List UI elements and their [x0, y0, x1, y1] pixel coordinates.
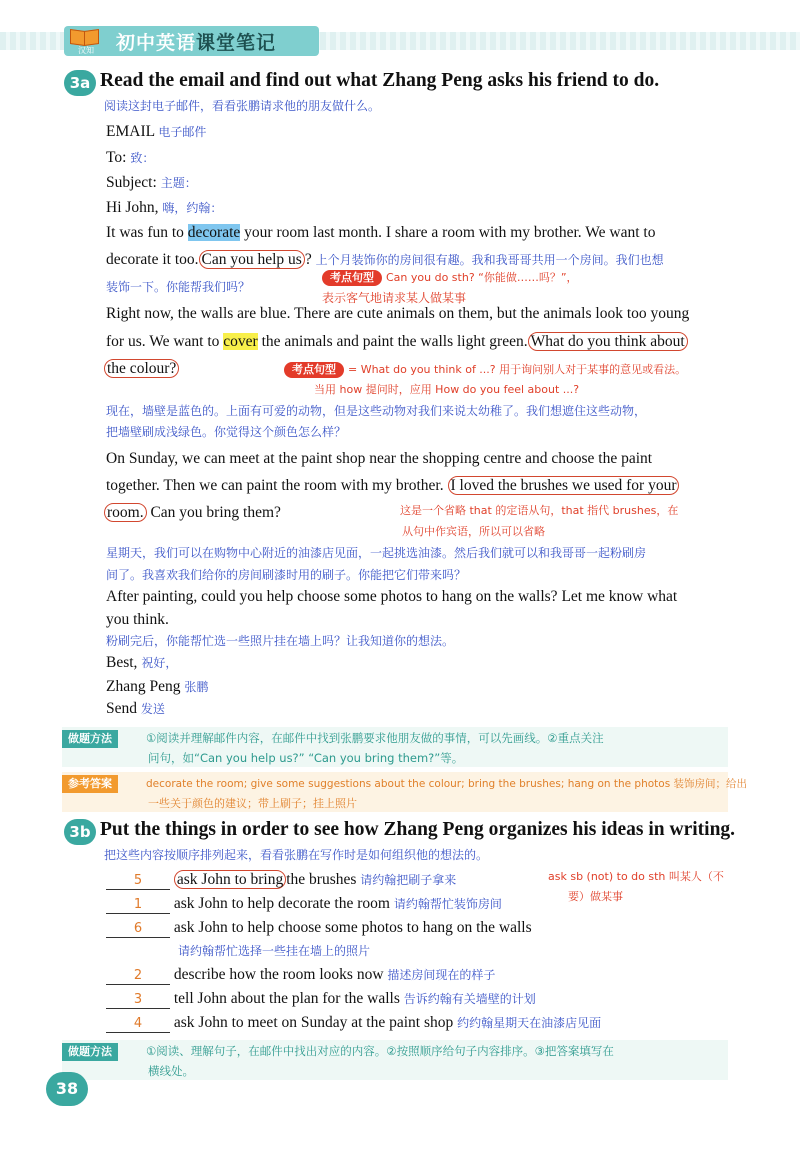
answer-3a-line2: 一些关于颜色的建议；带上刷子；挂上照片 — [148, 797, 357, 810]
section-3b-title-cn: 把这些内容按顺序排列起来，看看张鹏在写作时是如何组织他的想法的。 — [104, 848, 489, 862]
logo-text: 汉知 — [78, 46, 94, 55]
answer-blank[interactable]: 4 — [106, 1016, 170, 1033]
signature: Zhang Peng 张鹏 — [106, 678, 209, 695]
header-title: 初中英语课堂笔记 — [116, 32, 277, 54]
order-item-1: 5 ask John to bring the brushes 请约翰把刷子拿来 — [106, 871, 456, 890]
email-p2-cn2: 把墙壁刷成浅绿色。你觉得这个颜色怎么样？ — [106, 425, 347, 439]
page-header — [0, 26, 800, 56]
email-p3-line2: together. Then we can paint the room with my brother. I loved the brushes we used for your — [106, 477, 679, 495]
send-line: Send 发送 — [106, 700, 165, 717]
order-item-3-cn: 请约翰帮忙选择一些挂在墙上的照片 — [178, 944, 371, 958]
key-pattern-1: 考点句型 Can you do sth? “你能做……吗？”， — [322, 268, 578, 286]
answer-blank[interactable]: 6 — [106, 921, 170, 938]
email-p4-line1: After painting, could you help choose some photos to hang on the walls? Let me know what — [106, 588, 678, 605]
email-p3-line3: room. Can you bring them? — [104, 504, 281, 522]
method-3a-line1: ①阅读并理解邮件内容，在邮件中找到张鹏要求他朋友做的事情，可以先画线。②重点关注 — [146, 731, 604, 745]
grammar-note-3b-2: 要）做某事 — [568, 890, 623, 903]
answer-blank[interactable]: 3 — [106, 992, 170, 1009]
book-icon — [70, 30, 98, 44]
email-p1-line1: It was fun to decorate your room last month. I share a room with my brother. We want to — [106, 224, 656, 241]
email-p3-cn2: 间了。我喜欢我们给你的房间刷漆时用的刷子。你能把它们带来吗？ — [106, 568, 467, 582]
section-3a-title-cn: 阅读这封电子邮件，看看张鹏请求他的朋友做什么。 — [104, 99, 381, 113]
answer-3a-label: 参考答案 — [62, 774, 118, 793]
email-p4-line2: you think. — [106, 611, 169, 628]
method-3b-line1: ①阅读、理解句子，在邮件中找出对应的内容。②按照顺序给句子内容排序。③把答案填写在 — [146, 1044, 614, 1058]
email-p2-line1: Right now, the walls are blue. There are cute animals on them, but the animals look too young — [106, 305, 690, 322]
closing: Best, 祝好， — [106, 654, 178, 671]
subject-line: Subject: 主题： — [106, 174, 197, 191]
email-p3-line1: On Sunday, we can meet at the paint shop near the shopping centre and choose the paint — [106, 450, 653, 467]
key-pattern-2-note: 当用 how 提问时，应用 How do you feel about ...? — [314, 383, 580, 396]
order-item-4: 2 describe how the room looks now 描述房间现在的样子 — [106, 966, 495, 985]
method-3a-line2: 问句，如“Can you help us?” “Can you bring them?”等。 — [148, 751, 464, 765]
email-p3-cn1: 星期天，我们可以在购物中心附近的油漆店见面，一起挑选油漆。然后我们就可以和我哥哥一起粉刷房 — [106, 546, 647, 560]
method-3b-line2: 横线处。 — [148, 1064, 194, 1078]
order-item-2: 1 ask John to help decorate the room 请约翰帮忙装饰房间 — [106, 895, 502, 914]
order-item-3: 6 ask John to help choose some photos to hang on the walls — [106, 919, 532, 938]
email-p4-cn: 粉刷完后，你能帮忙选一些照片挂在墙上吗？让我知道你的想法。 — [106, 634, 455, 648]
to-line: To: 致： — [106, 149, 155, 166]
grammar-note-1: 这是一个省略 that 的定语从句，that 指代 brushes，在 — [400, 504, 679, 517]
page-number: 38 — [46, 1072, 88, 1106]
key-pattern-2: 考点句型 = What do you think of ...? 用于询问别人对于某事的意见或看法。 — [284, 360, 686, 378]
section-3b-title: Put the things in order to see how Zhang Peng organizes his ideas in writing. — [100, 819, 736, 840]
key-pattern-1-note: 表示客气地请求某人做某事 — [322, 291, 467, 305]
order-item-6: 4 ask John to meet on Sunday at the paint shop 约约翰星期天在油漆店见面 — [106, 1014, 601, 1033]
email-p2-cn1: 现在，墙壁是蓝色的。上面有可爱的动物，但是这些动物对我们来说太幼稚了。我们想遮住这些动物， — [106, 404, 647, 418]
email-label: EMAIL 电子邮件 — [106, 123, 207, 140]
answer-3a-line1: decorate the room; give some suggestions about the colour; bring the brushes; hang on the photos 装饰房间；给出 — [146, 778, 748, 790]
answer-blank[interactable]: 2 — [106, 968, 170, 985]
grammar-note-3b-1: ask sb (not) to do sth 叫某人（不 — [548, 870, 724, 883]
answer-blank[interactable]: 5 — [106, 873, 170, 890]
method-3a-label: 做题方法 — [62, 729, 118, 748]
email-p1-line2: decorate it too. Can you help us ? 上个月装饰你的房间很有趣。我和我哥哥共用一个房间。我们也想 — [106, 251, 664, 268]
section-3b-badge: 3b — [64, 819, 96, 845]
answer-blank[interactable]: 1 — [106, 897, 170, 914]
method-3b-label: 做题方法 — [62, 1042, 118, 1061]
grammar-note-2: 从句中作宾语，所以可以省略 — [402, 525, 545, 538]
section-3a-badge: 3a — [64, 70, 96, 96]
order-item-5: 3 tell John about the plan for the walls 告诉约翰有关墙壁的计划 — [106, 990, 536, 1009]
email-p1-cn2: 装饰一下。你能帮我们吗？ — [106, 280, 251, 294]
email-p2-line2: for us. We want to cover the animals and paint the walls light green. What do you think about — [106, 333, 688, 351]
email-p2-line3: the colour? — [104, 360, 179, 378]
section-3a-title: Read the email and find out what Zhang Peng asks his friend to do. — [100, 70, 660, 91]
greeting: Hi John, 嗨，约翰： — [106, 199, 223, 216]
